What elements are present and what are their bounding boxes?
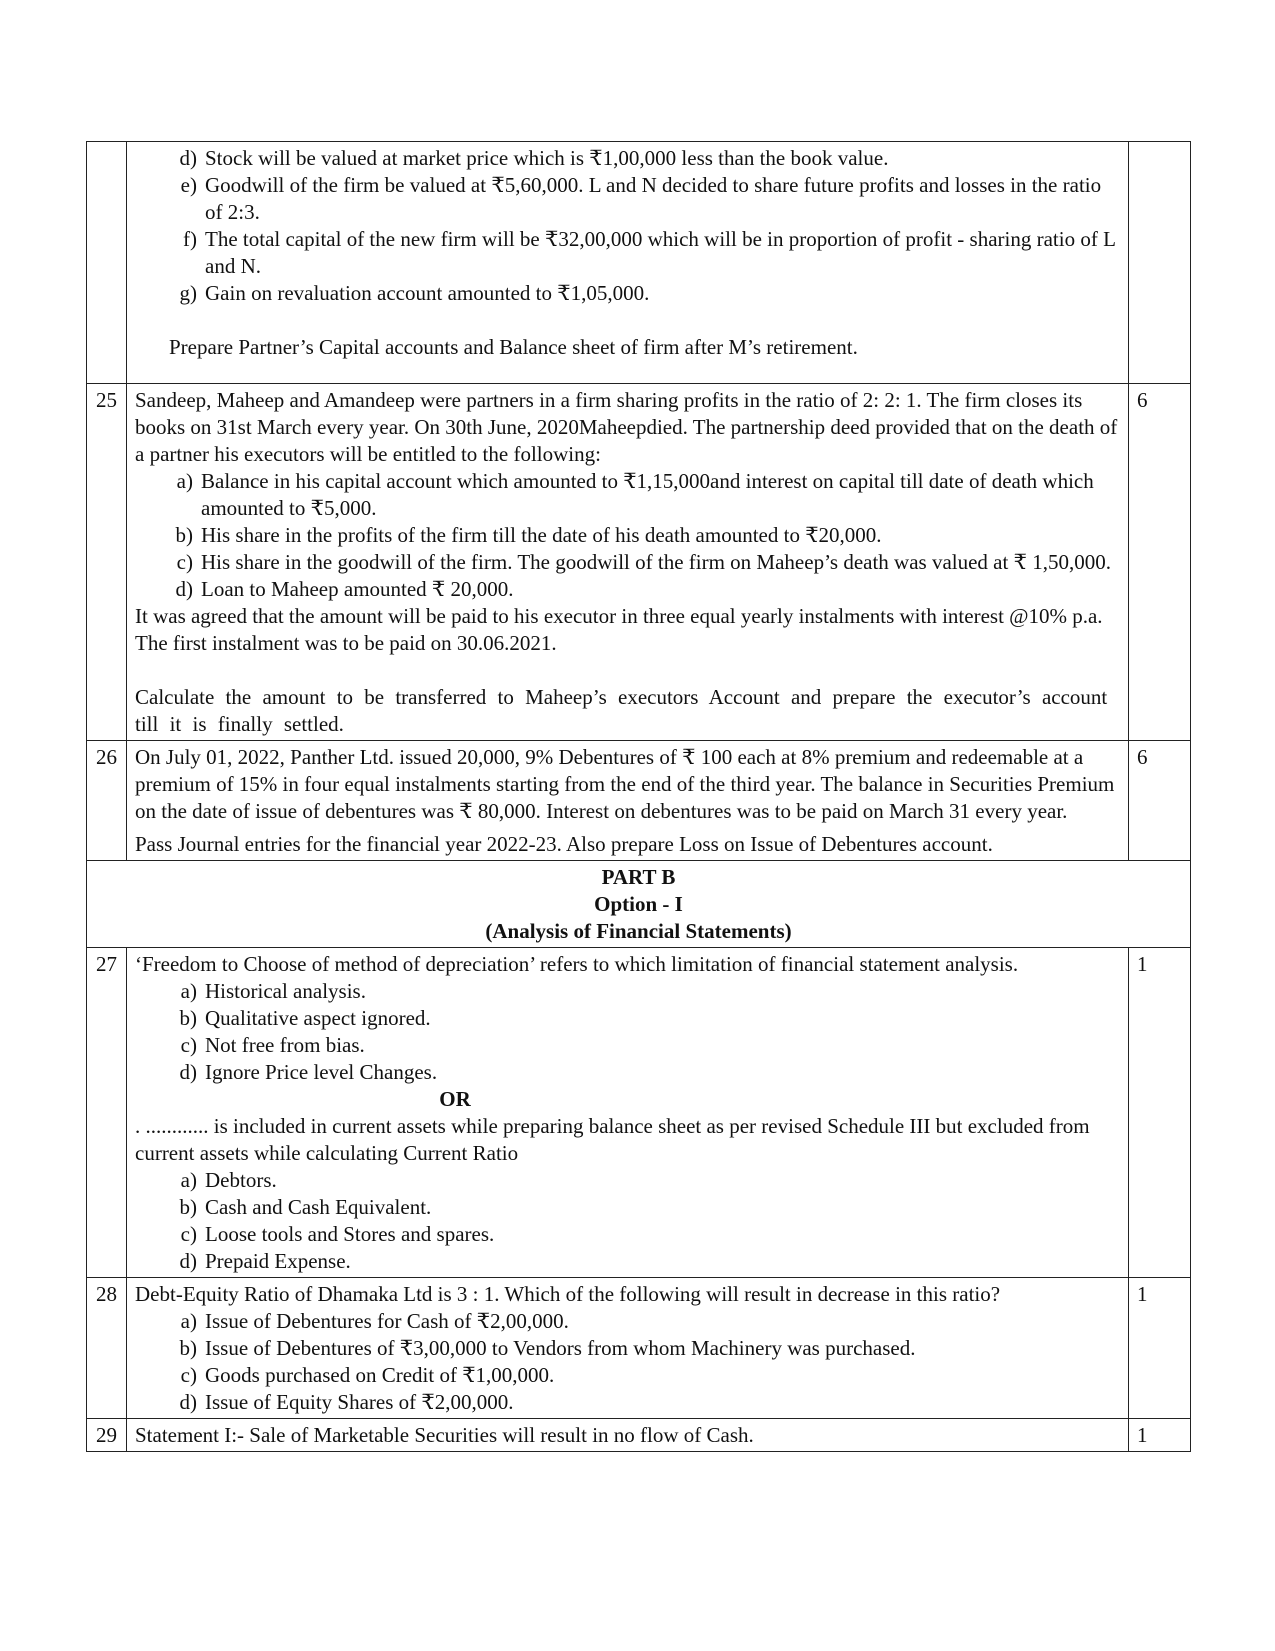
or-separator: OR — [439, 1087, 471, 1111]
question-number: 29 — [87, 1419, 127, 1452]
marks-cell: 1 — [1129, 1278, 1191, 1419]
instruction-text: Prepare Partner’s Capital accounts and Balance sheet of firm after M’s retirement. — [169, 335, 858, 359]
question-row-29 — [87, 1419, 1191, 1452]
question-text: ‘Freedom to Choose of method of depreciation’ refers to which limitation of financial statement analysis. — [135, 952, 1019, 976]
question-body — [127, 741, 1129, 861]
option-item: a) Issue of Debentures for Cash of ₹2,00,000. — [180, 1309, 569, 1333]
question-intro: On July 01, 2022, Panther Ltd. issued 20,000, 9% Debentures of ₹ 100 each at 8% premium and redeemable at a premium of 15% in four equal instalments starting from the end of the third year. The balance in Securities Premium on the date of issue of debentures was ₹ 80,000. Interest on debentures was to be paid on March 31 every year. — [135, 745, 1115, 823]
option-item: d) Ignore Price level Changes. — [179, 1060, 438, 1084]
option-item: b) His share in the profits of the firm till the date of his death amounted to ₹20,000. — [175, 523, 882, 547]
question-row-25 — [87, 384, 1191, 741]
option-item: e) Goodwill of the firm be valued at ₹5,60,000. L and N decided to share future profits and losses in the ratio of 2:3. — [180, 173, 1102, 224]
agreement-text: It was agreed that the amount will be paid to his executor in three equal yearly instalments with interest @10% p.a. The first instalment was to be paid on 30.06.2021. — [135, 604, 1103, 655]
part-title: PART B — [601, 865, 676, 889]
option-list — [135, 145, 1120, 307]
marks-cell: 1 — [1129, 948, 1191, 1278]
option-item: d) Prepaid Expense. — [179, 1249, 351, 1273]
question-intro: Sandeep, Maheep and Amandeep were partners in a firm sharing profits in the ratio of 2: 2: 1. The firm closes its books on 31st March every year. On 30th June, 2020Maheepdied. The partnership deed provided that on the death of a partner his executors will be entitled to the following: — [135, 388, 1118, 466]
option-item: b) Qualitative aspect ignored. — [179, 1006, 431, 1030]
option-item: c) Loose tools and Stores and spares. — [180, 1222, 495, 1246]
question-body — [127, 1419, 1129, 1452]
question-number: 28 — [87, 1278, 127, 1419]
alternate-option-list — [135, 1167, 1120, 1275]
option-list — [135, 468, 1120, 603]
marks-cell: 6 — [1129, 741, 1191, 861]
instruction-text: Pass Journal entries for the financial year 2022-23. Also prepare Loss on Issue of Debentures account. — [135, 832, 993, 856]
question-body — [127, 142, 1129, 384]
question-number: 26 — [87, 741, 127, 861]
option-item: c) Not free from bias. — [180, 1033, 365, 1057]
option-item: c) Goods purchased on Credit of ₹1,00,000. — [180, 1363, 555, 1387]
alternate-question-text: . ............ is included in current assets while preparing balance sheet as per revised Schedule III but excluded from current assets while calculating Current Ratio — [135, 1114, 1090, 1165]
question-number: 25 — [87, 384, 127, 741]
question-body — [127, 384, 1129, 741]
option-item: g) Gain on revaluation account amounted to ₹1,05,000. — [179, 281, 650, 305]
option-item: c) His share in the goodwill of the firm. The goodwill of the firm on Maheep’s death was valued at ₹ 1,50,000. — [176, 550, 1111, 574]
option-item: d) Issue of Equity Shares of ₹2,00,000. — [179, 1390, 514, 1414]
question-row-27 — [87, 948, 1191, 1278]
question-row-26 — [87, 741, 1191, 861]
question-number: 27 — [87, 948, 127, 1278]
marks-cell: 1 — [1129, 1419, 1191, 1452]
question-row-24-continued — [87, 142, 1191, 384]
option-item: b) Cash and Cash Equivalent. — [179, 1195, 432, 1219]
section-title: (Analysis of Financial Statements) — [485, 919, 792, 943]
question-text: Statement I:- Sale of Marketable Securities will result in no flow of Cash. — [135, 1423, 754, 1447]
question-row-28 — [87, 1278, 1191, 1419]
option-item: b) Issue of Debentures of ₹3,00,000 to Vendors from whom Machinery was purchased. — [179, 1336, 916, 1360]
option-item: f) The total capital of the new firm will be ₹32,00,000 which will be in proportion of profit - sharing ratio of L and N. — [183, 227, 1116, 278]
option-item: a) Balance in his capital account which amounted to ₹1,15,000and interest on capital till date of death which amounted to ₹5,000. — [176, 469, 1094, 520]
question-body — [127, 948, 1129, 1278]
part-b-header-row — [87, 861, 1191, 948]
marks-cell — [1129, 142, 1191, 384]
option-list — [135, 978, 1120, 1086]
question-text: Debt-Equity Ratio of Dhamaka Ltd is 3 : 1. Which of the following will result in decrease in this ratio? — [135, 1282, 1001, 1306]
option-list — [135, 1308, 1120, 1416]
option-item: a) Historical analysis. — [180, 979, 366, 1003]
part-b-header — [87, 861, 1191, 948]
option-item: d) Loan to Maheep amounted ₹ 20,000. — [175, 577, 514, 601]
question-table — [86, 141, 1191, 1452]
instruction-text: Calculate the amount to be transferred to Maheep’s executors Account and prepare the executor’s account till it is finally settled. — [135, 685, 1108, 736]
question-number — [87, 142, 127, 384]
option-item: d) Stock will be valued at market price which is ₹1,00,000 less than the book value. — [179, 146, 889, 170]
question-body — [127, 1278, 1129, 1419]
option-item: a) Debtors. — [180, 1168, 277, 1192]
marks-cell: 6 — [1129, 384, 1191, 741]
option-title: Option - I — [594, 892, 683, 916]
